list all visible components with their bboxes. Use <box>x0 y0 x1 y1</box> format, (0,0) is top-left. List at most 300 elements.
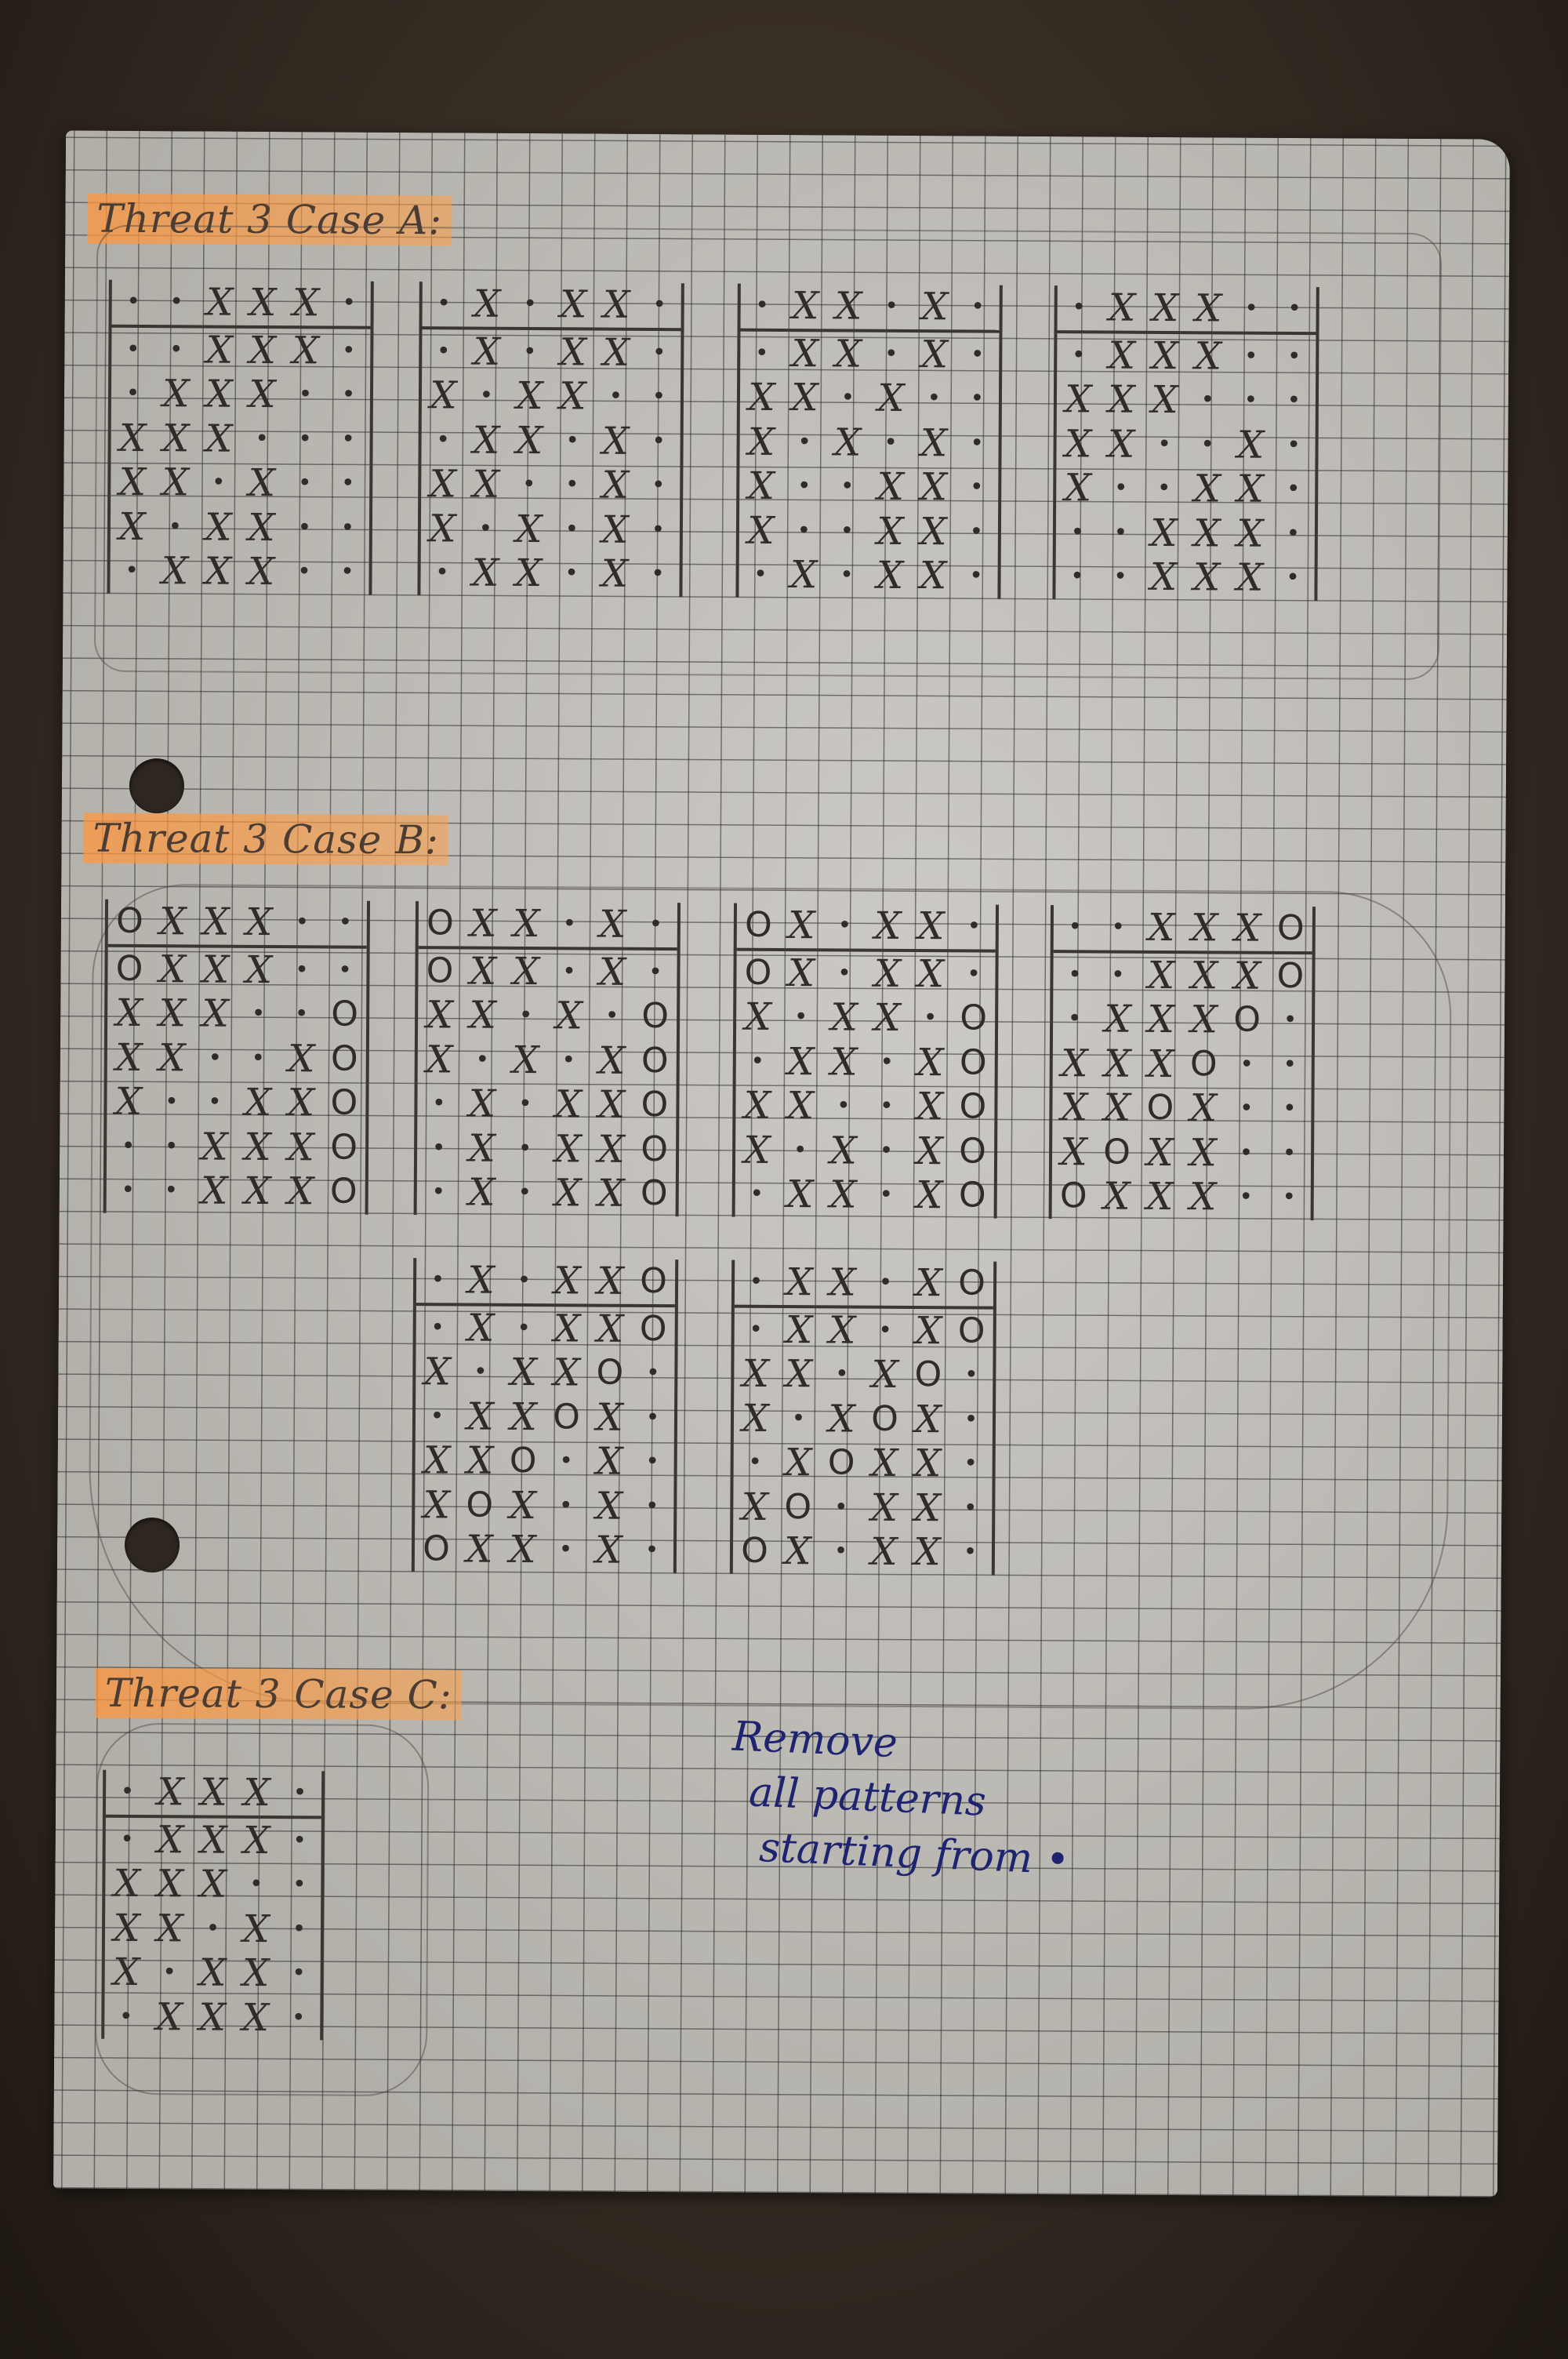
dot-mark: • <box>754 339 769 367</box>
dot-mark: • <box>340 514 355 542</box>
pattern-row <box>418 993 677 1039</box>
cross-mark: X <box>789 553 818 598</box>
dot-mark: • <box>125 557 140 585</box>
pattern-row <box>733 1529 992 1576</box>
cross-mark: X <box>595 1528 622 1573</box>
circle-mark: O <box>115 948 143 989</box>
cross-mark: X <box>916 951 945 997</box>
cross-mark: X <box>554 1082 583 1127</box>
cross-mark: X <box>1234 906 1261 951</box>
dot-mark: • <box>1239 1183 1254 1211</box>
cross-mark: X <box>243 1771 270 1816</box>
circle-mark: O <box>330 1038 358 1079</box>
dot-mark: • <box>162 1958 177 1986</box>
dot-mark: • <box>648 958 662 986</box>
dot-mark: • <box>793 1136 808 1164</box>
cross-mark: X <box>559 330 587 375</box>
dot-mark: • <box>120 1825 135 1853</box>
dot-mark: • <box>755 292 770 320</box>
cross-mark: X <box>515 507 543 551</box>
dot-mark: • <box>292 1870 307 1899</box>
pattern-row <box>421 418 680 464</box>
cross-mark: X <box>830 995 858 1040</box>
dot-mark: • <box>651 471 666 500</box>
cross-mark: X <box>156 1862 184 1906</box>
dot-mark: • <box>963 1494 978 1522</box>
cross-mark: X <box>1060 1129 1087 1175</box>
cross-mark: X <box>877 376 905 421</box>
cross-mark: X <box>747 420 775 464</box>
dot-mark: • <box>964 1405 978 1434</box>
cross-mark: X <box>877 464 905 510</box>
dot-mark: • <box>165 1088 179 1116</box>
dot-mark: • <box>125 335 140 363</box>
cross-mark: X <box>743 1128 771 1172</box>
circle-mark: O <box>330 1082 358 1123</box>
dot-mark: • <box>208 1088 222 1116</box>
pattern-row <box>106 1817 321 1863</box>
dot-mark: • <box>1111 961 1125 989</box>
dot-mark: • <box>970 384 985 413</box>
cross-mark: X <box>787 951 815 996</box>
cross-mark: X <box>870 1529 898 1575</box>
cross-mark: X <box>245 947 273 992</box>
cross-mark: X <box>596 1307 624 1351</box>
pattern-row <box>735 1128 994 1174</box>
cross-mark: X <box>828 1397 855 1441</box>
dot-mark: • <box>564 471 579 499</box>
dot-mark: • <box>1157 430 1172 458</box>
circle-mark: O <box>640 1261 668 1302</box>
cross-mark: X <box>512 949 540 994</box>
cross-mark: X <box>466 1527 493 1572</box>
cross-mark: X <box>916 1129 943 1174</box>
pattern-row <box>422 329 681 376</box>
pattern-row <box>733 1485 992 1531</box>
cross-mark: X <box>747 463 775 509</box>
cross-mark: X <box>205 505 232 550</box>
cross-mark: X <box>913 1441 942 1486</box>
pattern-row <box>739 508 998 554</box>
pattern-row <box>417 1170 676 1216</box>
dot-mark: • <box>562 910 577 938</box>
pattern-row <box>107 1169 365 1215</box>
cross-mark: X <box>601 551 629 597</box>
dot-mark: • <box>251 1044 266 1072</box>
dot-mark: • <box>840 472 855 500</box>
cross-mark: X <box>1191 906 1218 951</box>
dot-mark: • <box>1244 294 1259 322</box>
pattern-header-row <box>737 903 996 953</box>
dot-mark: • <box>748 1448 763 1477</box>
dot-mark: • <box>652 291 667 319</box>
dot-mark: • <box>884 293 899 321</box>
cross-mark: X <box>1064 421 1092 467</box>
dot-mark: • <box>1070 518 1085 547</box>
dot-mark: • <box>1071 340 1086 369</box>
dot-mark: • <box>208 1044 223 1072</box>
cross-mark: X <box>248 461 276 506</box>
pattern-row <box>416 1438 674 1485</box>
cross-mark: X <box>242 1818 270 1863</box>
cross-mark: X <box>597 1082 626 1128</box>
cross-mark: X <box>919 554 947 598</box>
cross-mark: X <box>469 993 496 1038</box>
cross-mark: X <box>1103 1085 1131 1130</box>
cross-mark: X <box>784 1441 812 1485</box>
pattern-row <box>739 553 997 599</box>
cross-mark: X <box>426 993 453 1038</box>
dot-mark: • <box>517 1314 532 1342</box>
cross-mark: X <box>198 1950 227 1995</box>
cross-mark: X <box>785 1352 813 1397</box>
dot-mark: • <box>608 382 623 410</box>
circle-mark: O <box>596 1352 624 1394</box>
cross-mark: X <box>1150 511 1178 555</box>
cross-mark: X <box>748 375 775 420</box>
pattern-row <box>111 416 369 462</box>
dot-mark: • <box>121 1176 136 1205</box>
cross-mark: X <box>287 1125 314 1170</box>
heading-case-a: Threat 3 Case A: <box>87 194 452 246</box>
dot-mark: • <box>1243 386 1258 414</box>
pattern-row <box>736 995 995 1041</box>
cross-mark: X <box>1193 467 1221 511</box>
cross-mark: X <box>829 1172 857 1217</box>
dot-mark: • <box>651 560 666 588</box>
dot-mark: • <box>431 1134 446 1162</box>
pattern-row <box>111 460 369 507</box>
cross-mark: X <box>429 462 457 507</box>
cross-mark: X <box>553 1306 581 1351</box>
cross-mark: X <box>1107 422 1135 467</box>
cross-mark: X <box>601 463 630 508</box>
dot-mark: • <box>297 513 312 542</box>
heading-case-b: Threat 3 Case B: <box>83 813 448 866</box>
cross-mark: X <box>920 332 949 377</box>
dot-mark: • <box>292 1914 307 1943</box>
cross-mark: X <box>249 281 277 325</box>
cross-mark: X <box>515 418 543 463</box>
cross-mark: X <box>468 1170 495 1216</box>
pattern-row <box>107 947 366 993</box>
pattern-row <box>1052 1174 1311 1220</box>
dot-mark: • <box>437 289 452 318</box>
cross-mark: X <box>513 902 540 947</box>
dot-mark: • <box>836 1092 851 1120</box>
dot-mark: • <box>255 424 270 453</box>
pattern-row <box>739 420 998 466</box>
cross-mark: X <box>472 418 500 463</box>
pattern-row <box>735 1307 993 1354</box>
cross-mark: X <box>1192 555 1221 600</box>
dot-mark: • <box>1286 475 1301 503</box>
pattern-row <box>1057 377 1316 423</box>
cross-mark: X <box>554 1126 582 1172</box>
dot-mark: • <box>522 337 537 365</box>
cross-mark: X <box>1065 377 1092 422</box>
circle-mark: O <box>641 1085 669 1125</box>
dot-mark: • <box>251 1000 266 1028</box>
cross-mark: X <box>1193 511 1221 556</box>
circle-mark: O <box>959 1042 987 1083</box>
cross-mark: X <box>784 1529 811 1574</box>
dot-mark: • <box>964 1361 978 1389</box>
dot-mark: • <box>1282 1139 1297 1167</box>
cross-mark: X <box>162 372 190 416</box>
pattern-header-row <box>108 900 367 949</box>
pattern-header-row <box>419 901 677 951</box>
cross-mark: X <box>115 1035 143 1080</box>
cross-mark: X <box>509 1528 536 1572</box>
dot-mark: • <box>478 514 493 543</box>
dot-mark: • <box>648 911 663 939</box>
cross-mark: X <box>242 1906 270 1951</box>
cross-mark: X <box>288 1036 315 1081</box>
pattern-grid <box>412 1258 678 1573</box>
circle-mark: O <box>958 1263 986 1303</box>
cross-mark: X <box>920 465 948 510</box>
dot-mark: • <box>1239 1139 1254 1167</box>
dot-mark: • <box>518 1001 533 1030</box>
dot-mark: • <box>341 425 356 453</box>
dot-mark: • <box>970 429 985 457</box>
dot-mark: • <box>1283 1050 1298 1078</box>
dot-mark: • <box>971 293 985 321</box>
dot-mark: • <box>517 1267 532 1295</box>
cross-mark: X <box>292 281 320 325</box>
cross-mark: X <box>423 1438 451 1483</box>
cross-mark: X <box>917 904 945 949</box>
dot-mark: • <box>797 516 811 544</box>
pattern-row <box>417 1126 676 1172</box>
dot-mark: • <box>969 473 984 501</box>
cross-mark: X <box>1145 1175 1174 1219</box>
dot-mark: • <box>341 380 356 409</box>
cross-mark: X <box>788 903 815 948</box>
pattern-row <box>111 504 369 551</box>
dot-mark: • <box>749 1268 764 1296</box>
cross-mark: X <box>469 949 497 994</box>
cross-mark: X <box>1147 1041 1174 1086</box>
dot-mark: • <box>340 558 355 586</box>
cross-mark: X <box>598 1038 626 1083</box>
cross-mark: X <box>198 1995 227 2040</box>
dot-mark: • <box>963 1538 978 1566</box>
cross-mark: X <box>205 416 233 461</box>
pattern-row <box>1053 997 1312 1043</box>
dot-mark: • <box>645 1403 660 1431</box>
dot-mark: • <box>126 288 141 316</box>
pattern-row <box>416 1350 674 1396</box>
dot-mark: • <box>342 289 357 317</box>
cross-mark: X <box>159 900 187 944</box>
pattern-row <box>420 551 679 597</box>
dot-mark: • <box>475 1045 490 1074</box>
dot-mark: • <box>205 1914 220 1943</box>
cross-mark: X <box>1236 511 1264 556</box>
pattern-row <box>421 507 680 553</box>
cross-mark: X <box>786 1260 813 1305</box>
dot-mark: • <box>1068 913 1083 941</box>
circle-mark: O <box>641 996 670 1037</box>
circle-mark: O <box>509 1441 537 1481</box>
cross-mark: X <box>473 282 501 327</box>
cross-mark: X <box>555 994 583 1038</box>
pattern-row <box>740 376 999 422</box>
dot-mark: • <box>1287 387 1301 415</box>
dot-mark: • <box>164 1132 179 1161</box>
cross-mark: X <box>199 1862 227 1906</box>
cross-mark: X <box>158 947 187 992</box>
dot-mark: • <box>749 1315 764 1343</box>
cross-mark: X <box>913 1530 941 1575</box>
cross-mark: X <box>118 504 146 549</box>
circle-mark: O <box>914 1354 942 1395</box>
dot-mark: • <box>292 1779 307 1807</box>
dot-mark: • <box>645 1359 660 1387</box>
pattern-row <box>733 1441 992 1487</box>
cross-mark: X <box>743 1083 771 1129</box>
cross-mark: X <box>1151 333 1179 378</box>
pattern-row <box>418 1038 677 1084</box>
dot-mark: • <box>298 424 313 453</box>
pattern-row <box>734 1396 993 1442</box>
pattern-row <box>740 331 999 377</box>
dot-mark: • <box>793 1003 808 1031</box>
dot-mark: • <box>435 558 450 587</box>
cross-mark: X <box>205 328 234 373</box>
cross-mark: X <box>512 1038 539 1082</box>
circle-mark: O <box>744 904 772 946</box>
dot-mark: • <box>121 1132 136 1160</box>
pattern-row <box>739 464 998 511</box>
circle-mark: O <box>871 1398 898 1439</box>
circle-mark: O <box>426 950 454 991</box>
cross-mark: X <box>201 947 230 992</box>
pattern-grid <box>732 903 999 1219</box>
cross-mark: X <box>472 462 500 507</box>
dot-mark: • <box>1200 386 1215 414</box>
cross-mark: X <box>601 507 629 552</box>
cross-mark: X <box>114 1080 143 1125</box>
dot-mark: • <box>341 336 356 365</box>
cross-mark: X <box>870 1485 898 1530</box>
note-line-2: all patterns <box>748 1768 987 1826</box>
dot-mark: • <box>120 1778 135 1806</box>
cross-mark: X <box>1236 467 1265 511</box>
dot-mark: • <box>517 1134 532 1162</box>
pattern-row <box>105 1950 321 1996</box>
dot-mark: • <box>1200 430 1215 459</box>
cross-mark: X <box>466 1438 494 1484</box>
dot-mark: • <box>884 340 898 368</box>
cross-mark: X <box>833 420 862 465</box>
cross-mark: X <box>830 1040 858 1085</box>
pattern-row <box>107 1080 365 1126</box>
dot-mark: • <box>558 1492 573 1520</box>
circle-mark: O <box>784 1486 812 1527</box>
dot-mark: • <box>840 383 855 412</box>
circle-mark: O <box>115 901 143 942</box>
pattern-row <box>415 1483 673 1529</box>
dot-mark: • <box>291 2003 306 2032</box>
dot-mark: • <box>1287 295 1302 323</box>
cross-mark: X <box>1108 333 1136 378</box>
dot-mark: • <box>436 426 451 454</box>
cross-mark: X <box>559 282 587 327</box>
dot-mark: • <box>338 956 352 984</box>
cross-mark: X <box>596 1395 623 1440</box>
pattern-row <box>105 1906 321 1951</box>
dot-mark: • <box>1282 1095 1297 1123</box>
cross-mark: X <box>287 1169 314 1214</box>
circle-mark: O <box>641 1129 669 1169</box>
dot-mark: • <box>297 558 312 586</box>
circle-mark: O <box>329 1171 358 1212</box>
dot-mark: • <box>879 1181 894 1209</box>
dot-mark: • <box>1286 564 1301 592</box>
cross-mark: X <box>598 950 626 994</box>
cross-mark: X <box>602 330 630 375</box>
cross-mark: X <box>201 991 229 1036</box>
cross-mark: X <box>466 1394 494 1439</box>
cross-mark: X <box>204 549 232 594</box>
cross-mark: X <box>158 1035 186 1081</box>
cross-mark: X <box>516 374 543 419</box>
dot-mark: • <box>1070 562 1085 591</box>
pattern-row <box>1056 511 1315 557</box>
cross-mark: X <box>1236 423 1265 467</box>
cross-mark: X <box>1236 555 1264 600</box>
circle-mark: O <box>1276 908 1305 949</box>
dot-mark: • <box>298 380 313 409</box>
circle-mark: O <box>960 998 988 1038</box>
cross-mark: X <box>1104 997 1131 1041</box>
dot-mark: • <box>604 1001 619 1030</box>
dot-mark: • <box>338 908 353 936</box>
cross-mark: X <box>241 1995 270 2040</box>
pattern-row <box>417 1081 676 1128</box>
cross-mark: X <box>112 1950 140 1995</box>
cross-mark: X <box>791 376 818 420</box>
dot-mark: • <box>297 469 312 497</box>
dot-mark: • <box>168 512 183 541</box>
pattern-row <box>107 1124 365 1170</box>
dot-mark: • <box>797 427 812 456</box>
dot-mark: • <box>295 955 309 984</box>
circle-mark: O <box>426 903 454 943</box>
cross-mark: X <box>113 1862 141 1906</box>
cross-mark: X <box>873 995 901 1041</box>
cross-mark: X <box>785 1307 813 1352</box>
cross-mark: X <box>1151 378 1178 423</box>
cross-mark: X <box>247 550 275 594</box>
pattern-row <box>415 1527 673 1573</box>
cross-mark: X <box>205 280 234 325</box>
dot-mark: • <box>1243 342 1258 370</box>
cross-mark: X <box>871 1352 899 1398</box>
cross-mark: X <box>744 994 771 1040</box>
cross-mark: X <box>1233 954 1261 998</box>
dot-mark: • <box>431 1089 446 1118</box>
pattern-header-row <box>422 282 681 331</box>
cross-mark: X <box>870 1441 898 1486</box>
cross-mark: X <box>786 1084 815 1129</box>
cross-mark: X <box>742 1396 769 1441</box>
dot-mark: • <box>430 1266 445 1294</box>
circle-mark: O <box>958 1175 986 1216</box>
